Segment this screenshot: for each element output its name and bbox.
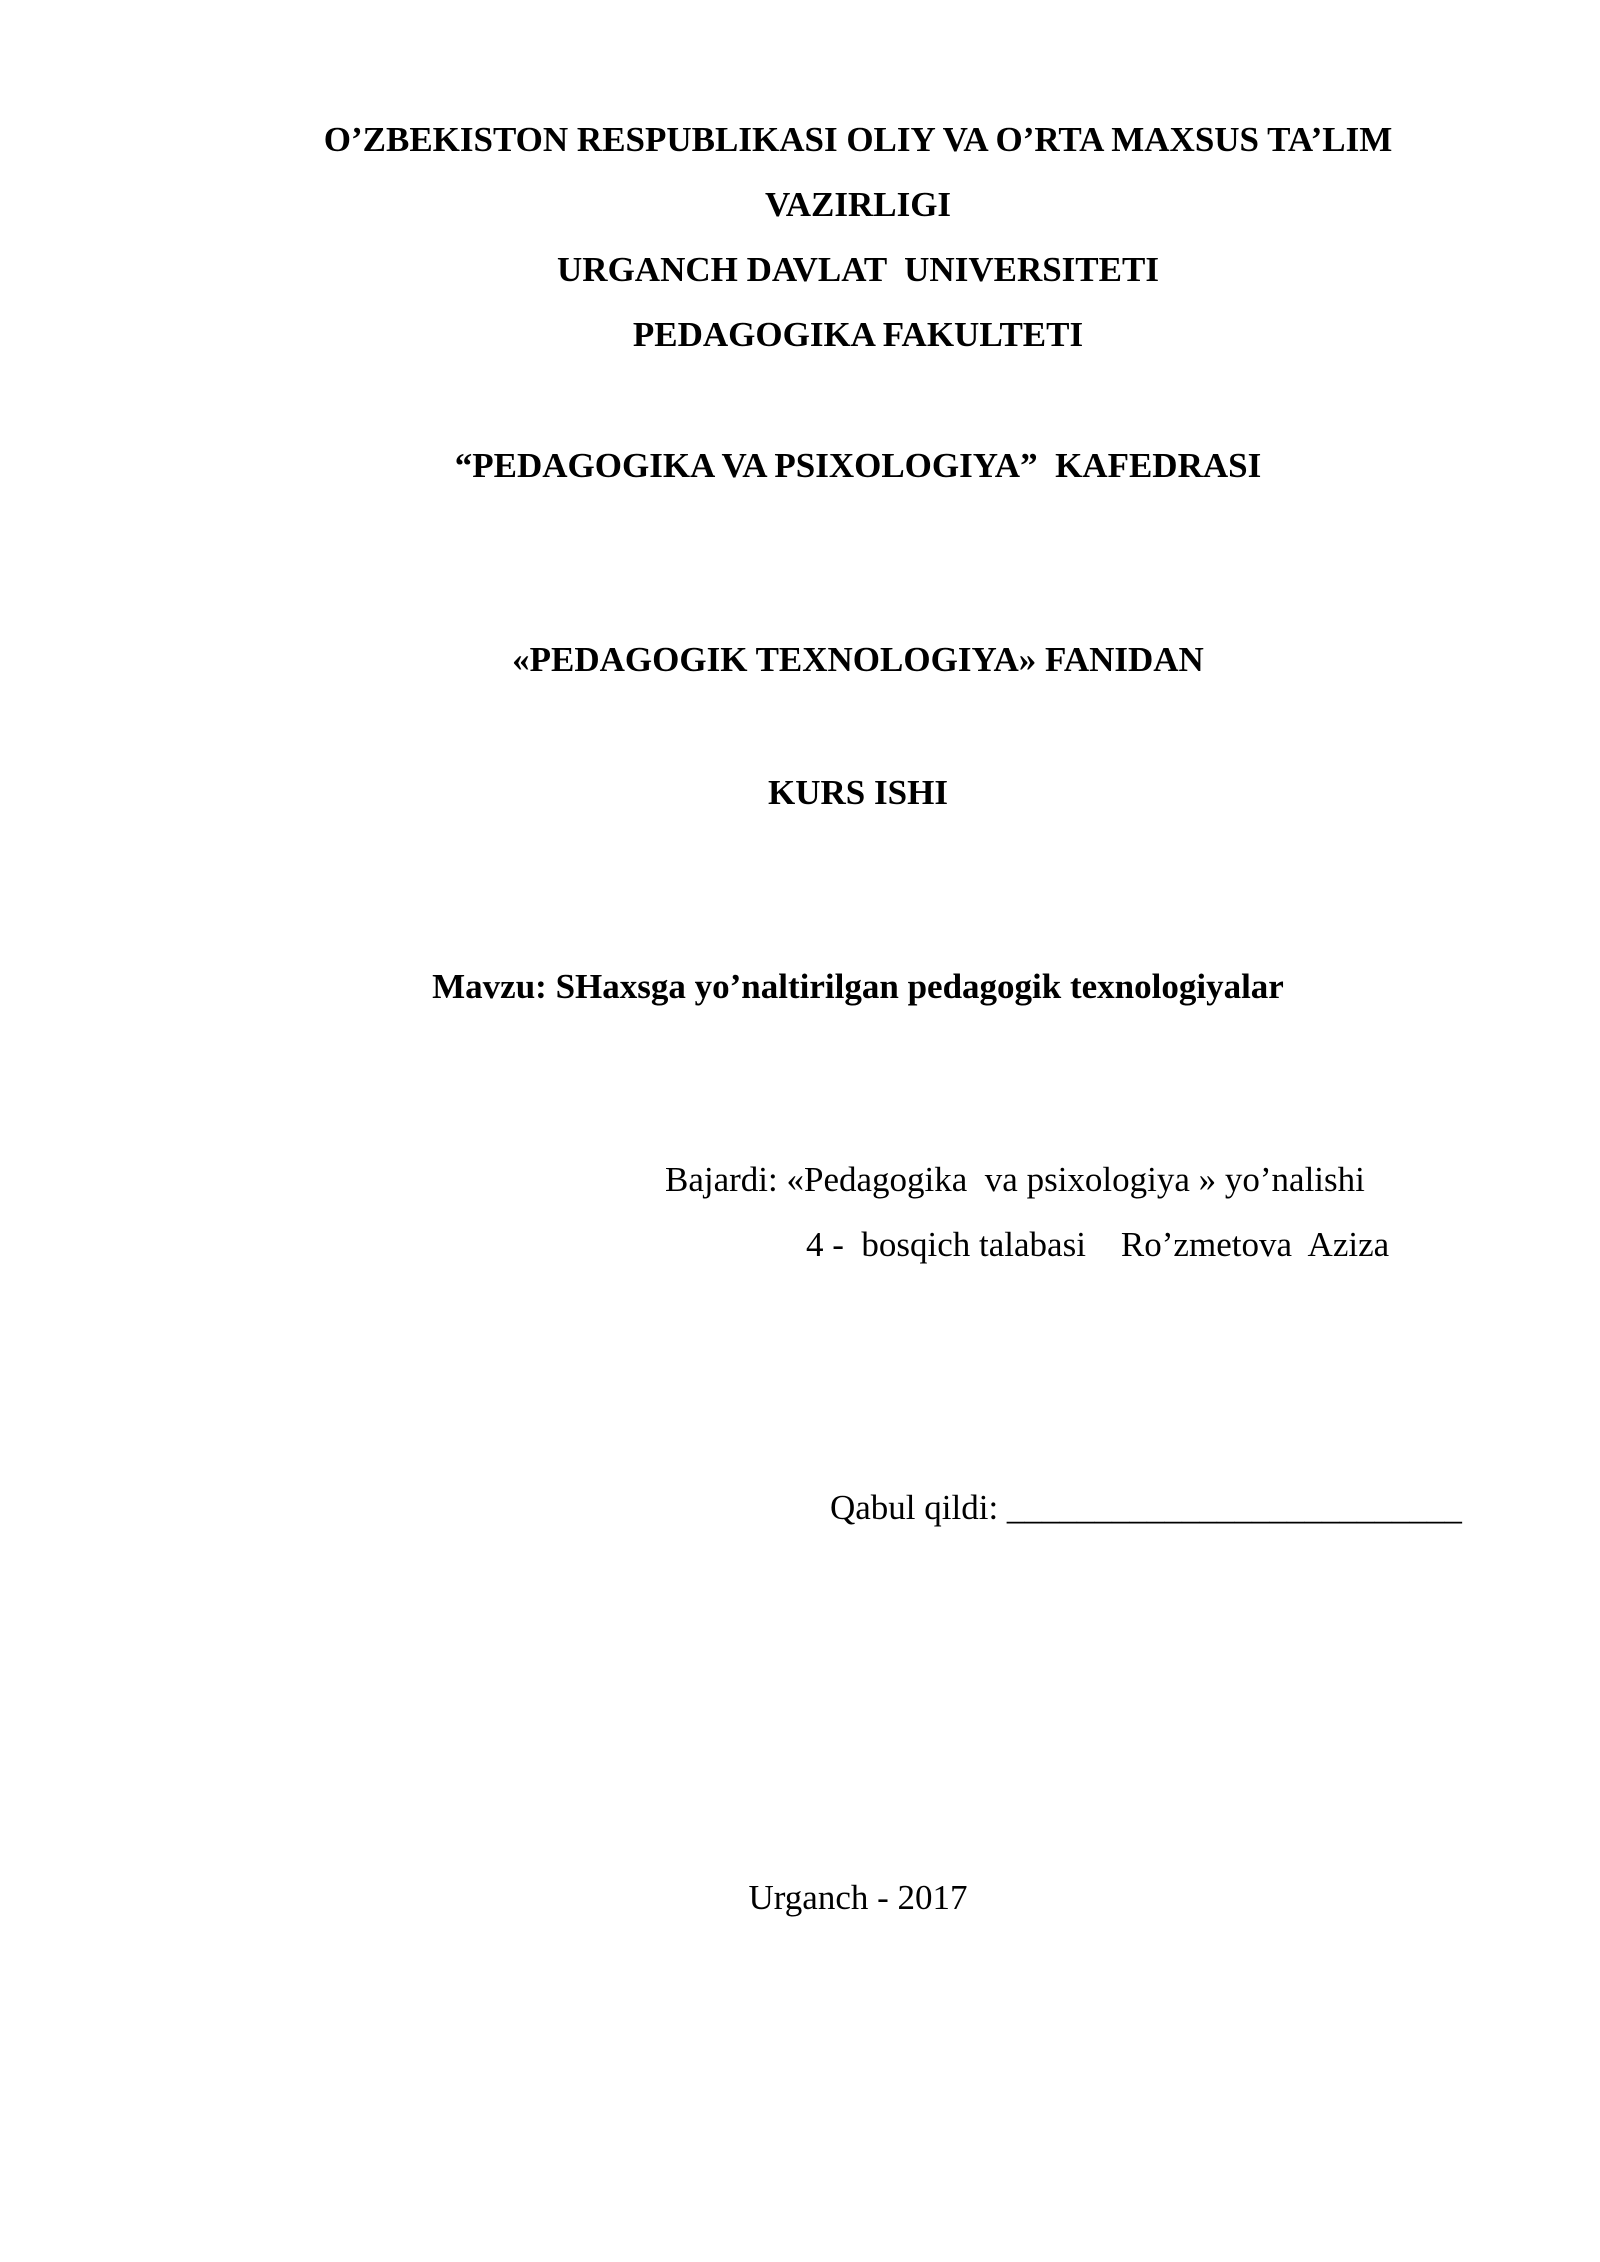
department-name: “PEDAGOGIKA VA PSIXOLOGIYA” KAFEDRASI xyxy=(454,446,1262,485)
accepted-by: Qabul qildi: __________________________ xyxy=(830,1488,1462,1527)
subject-title: «PEDAGOGIK TEXNOLOGIYA» FANIDAN xyxy=(512,640,1204,679)
university-name: URGANCH DAVLAT UNIVERSITETI xyxy=(557,250,1159,289)
place-year: Urganch - 2017 xyxy=(748,1878,968,1917)
author-line-2: 4 - bosqich talabasi Ro’zmetova Aziza xyxy=(806,1225,1390,1264)
topic: Mavzu: SHaxsga yo’naltirilgan pedagogik texnologiyalar xyxy=(432,967,1284,1006)
ministry-line-1: O’ZBEKISTON RESPUBLIKASI OLIY VA O’RTA MAXSUS TA’LIM xyxy=(323,120,1393,159)
ministry-line-2: VAZIRLIGI xyxy=(764,185,952,224)
work-type: KURS ISHI xyxy=(768,773,948,812)
author-line-1: Bajardi: «Pedagogika va psixologiya » yo’nalishi xyxy=(665,1160,1365,1199)
faculty-name: PEDAGOGIKA FAKULTETI xyxy=(632,315,1084,354)
